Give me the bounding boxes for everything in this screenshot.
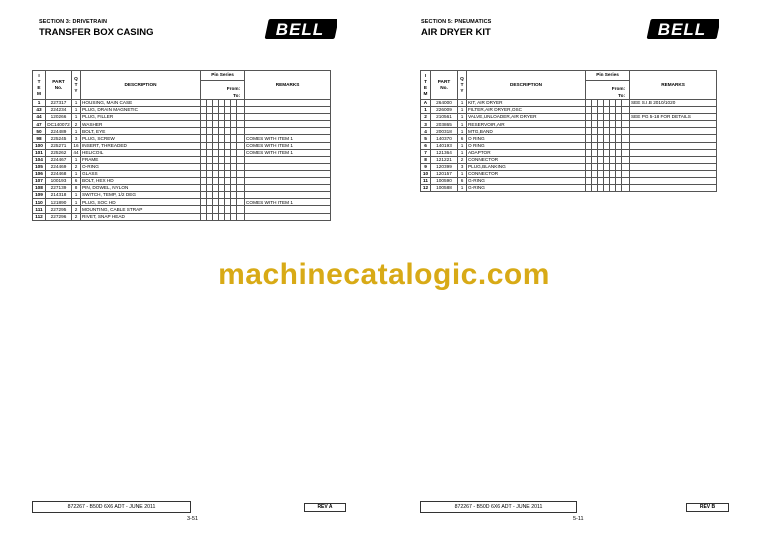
item-cell: 100 — [33, 142, 46, 149]
parts-table-body — [421, 100, 717, 192]
pin-series-cell — [237, 142, 245, 149]
part-number-cell: 225262 — [46, 149, 72, 156]
header-description: DESCRIPTION — [81, 71, 201, 100]
pin-series-cell — [237, 185, 245, 192]
parts-table — [420, 70, 717, 192]
table-row — [33, 170, 331, 177]
pin-series-cell — [237, 156, 245, 163]
pin-series-cell — [237, 192, 245, 199]
header-qty-text: Q T Y — [460, 76, 464, 93]
item-cell: 44 — [33, 114, 46, 121]
remarks-cell — [245, 206, 331, 213]
qty-cell: 3 — [458, 163, 467, 170]
qty-cell: 1 — [72, 128, 81, 135]
description-cell: CONNECTOR — [467, 170, 586, 177]
header-item-text: I T E M — [423, 73, 428, 96]
item-cell: 7 — [421, 149, 431, 156]
remarks-cell — [245, 128, 331, 135]
description-cell: G-RING — [467, 185, 586, 192]
description-cell: O RING — [467, 135, 586, 142]
pin-series-cell — [237, 199, 245, 206]
item-cell: 1 — [33, 100, 46, 107]
part-number-cell: 120399 — [431, 163, 458, 170]
table-row — [421, 121, 717, 128]
remarks-cell — [630, 107, 717, 114]
description-cell: INSERT, THREADED — [81, 142, 201, 149]
revision-label: REV B — [686, 503, 729, 512]
watermark-text: machinecatalogic.com — [218, 258, 550, 291]
pin-series-cell — [622, 107, 630, 114]
remarks-cell — [630, 142, 717, 149]
remarks-cell: COMES WITH ITEM 1 — [245, 142, 331, 149]
remarks-cell: COMES WITH ITEM 1 — [245, 149, 331, 156]
qty-cell: 6 — [458, 178, 467, 185]
pin-series-cell — [622, 121, 630, 128]
header-part-text: PART No. — [52, 79, 65, 90]
remarks-cell — [630, 149, 717, 156]
item-cell: A — [421, 100, 431, 107]
item-cell: 105 — [33, 163, 46, 170]
bell-logo — [645, 18, 719, 40]
description-cell: PLUG,BLANKING — [467, 163, 586, 170]
part-number-cell: 200318 — [431, 128, 458, 135]
table-row — [421, 185, 717, 192]
part-number-cell: 224489 — [46, 128, 72, 135]
item-cell: 50 — [33, 128, 46, 135]
item-cell: 10 — [421, 170, 431, 177]
table-row — [421, 156, 717, 163]
qty-cell: 1 — [458, 100, 467, 107]
pin-series-cell — [237, 114, 245, 121]
part-number-cell: 121890 — [46, 199, 72, 206]
remarks-cell — [630, 135, 717, 142]
table-row — [33, 121, 331, 128]
description-cell: RIVET, SNAP HEAD — [81, 213, 201, 220]
qty-cell: 2 — [72, 206, 81, 213]
remarks-cell — [245, 170, 331, 177]
bell-logo — [263, 18, 337, 40]
description-cell: SWITCH, TEMP, 1/2 DEG — [81, 192, 201, 199]
pin-series-cell — [237, 163, 245, 170]
remarks-cell — [630, 170, 717, 177]
table-row — [33, 114, 331, 121]
part-number-cell: 264000 — [431, 100, 458, 107]
table-row — [33, 107, 331, 114]
to-label: To: — [618, 93, 626, 98]
header-qty — [72, 71, 81, 100]
part-number-cell: 100590 — [431, 178, 458, 185]
table-row — [421, 100, 717, 107]
item-cell: 11 — [421, 178, 431, 185]
pin-series-cell — [622, 100, 630, 107]
remarks-cell — [630, 121, 717, 128]
pin-series-label: Pin Series — [586, 71, 629, 81]
description-cell: O-RING — [81, 163, 201, 170]
item-cell: 112 — [33, 213, 46, 220]
table-row — [421, 107, 717, 114]
table-row — [33, 142, 331, 149]
description-cell: KIT, AIR DRYER — [467, 100, 586, 107]
table-row — [421, 135, 717, 142]
remarks-cell: COMES WITH ITEM 1 — [245, 135, 331, 142]
qty-cell: 1 — [458, 170, 467, 177]
qty-cell: 1 — [458, 149, 467, 156]
remarks-cell — [630, 178, 717, 185]
item-cell: 106 — [33, 170, 46, 177]
description-cell: O RING — [467, 142, 586, 149]
section-label: SECTION 3: DRIVETRAIN — [39, 19, 108, 25]
part-number-cell: 121221 — [431, 156, 458, 163]
description-cell: BOLT, HEX HD — [81, 178, 201, 185]
qty-cell: 2 — [72, 163, 81, 170]
part-number-cell: 100588 — [431, 185, 458, 192]
pin-series-cell — [622, 156, 630, 163]
item-cell: 101 — [33, 149, 46, 156]
qty-cell: 1 — [72, 170, 81, 177]
item-cell: 108 — [33, 185, 46, 192]
qty-cell: 2 — [72, 121, 81, 128]
part-number-cell: 140193 — [431, 142, 458, 149]
remarks-cell — [245, 114, 331, 121]
item-cell: 111 — [33, 206, 46, 213]
pin-series-cell — [237, 213, 245, 220]
qty-cell: 2 — [458, 156, 467, 163]
pin-series-cell — [622, 170, 630, 177]
header-pin-series — [586, 71, 630, 100]
table-row — [33, 135, 331, 142]
item-cell: 43 — [33, 107, 46, 114]
pin-series-label: Pin Series — [201, 71, 244, 81]
table-row — [33, 149, 331, 156]
page-number: 3-51 — [187, 516, 199, 522]
pin-series-cell — [237, 178, 245, 185]
item-cell: 98 — [33, 135, 46, 142]
remarks-cell — [245, 107, 331, 114]
description-cell: PLUG, SCREW — [81, 135, 201, 142]
section-label: SECTION 5: PNEUMATICS — [421, 19, 492, 25]
item-cell: 3 — [421, 121, 431, 128]
table-row — [421, 114, 717, 121]
description-cell: PLUG, FILLER — [81, 114, 201, 121]
qty-cell: 1 — [458, 142, 467, 149]
part-number-cell: 225271 — [46, 142, 72, 149]
to-label: To: — [233, 93, 241, 98]
header-qty — [458, 71, 467, 100]
remarks-cell — [630, 185, 717, 192]
table-row — [421, 163, 717, 170]
part-number-cell: 120157 — [431, 170, 458, 177]
header-part — [431, 71, 458, 100]
item-cell: 12 — [421, 185, 431, 192]
pin-series-cell — [622, 185, 630, 192]
from-label: From: — [611, 86, 626, 91]
part-number-cell: 225245 — [46, 135, 72, 142]
pin-series-cell — [622, 142, 630, 149]
footer-doc-label: 872267 - B50D 6X6 ADT - JUNE 2011 — [420, 501, 577, 513]
part-number-cell: 224468 — [46, 170, 72, 177]
remarks-cell — [245, 213, 331, 220]
pin-series-cell — [237, 107, 245, 114]
footer-doc-label: 872267 - B50D 6X6 ADT - JUNE 2011 — [32, 501, 191, 513]
description-cell: G-RING — [467, 178, 586, 185]
pin-series-cell — [622, 135, 630, 142]
from-label: From: — [226, 86, 241, 91]
qty-cell: 1 — [72, 107, 81, 114]
remarks-cell — [245, 156, 331, 163]
table-row — [33, 192, 331, 199]
description-cell: RESERVOIR,AIR — [467, 121, 586, 128]
table-row — [421, 149, 717, 156]
description-cell: VALVE,UNLOADER,AIR DRYER — [467, 114, 586, 121]
svg-text:BELL: BELL — [657, 20, 707, 39]
description-cell: PLUG, SOC HD — [81, 199, 201, 206]
qty-cell: 1 — [458, 128, 467, 135]
qty-cell: 44 — [73, 149, 79, 155]
item-cell: 110 — [33, 199, 46, 206]
description-cell: PIN, DOWEL, NYLON — [81, 185, 201, 192]
qty-cell: 1 — [458, 185, 467, 192]
pin-series-cell — [237, 121, 245, 128]
item-cell: 2 — [421, 114, 431, 121]
parts-table — [32, 70, 331, 221]
remarks-cell — [245, 192, 331, 199]
description-cell: GLASS — [81, 170, 201, 177]
qty-cell: 3 — [72, 135, 81, 142]
pin-series-cell — [237, 135, 245, 142]
qty-cell: 1 — [458, 107, 467, 114]
qty-cell: 6 — [458, 135, 467, 142]
header-part-text: PART No. — [437, 79, 451, 90]
remarks-cell — [245, 185, 331, 192]
item-cell: 109 — [33, 192, 46, 199]
description-cell: MTG,BAND — [467, 128, 586, 135]
table-row — [33, 185, 331, 192]
pin-series-cell — [237, 206, 245, 213]
qty-cell: 8 — [72, 185, 81, 192]
pin-series-cell — [622, 114, 630, 121]
description-cell: HELICOIL — [81, 149, 201, 156]
pin-series-cell — [237, 170, 245, 177]
table-row — [33, 206, 331, 213]
item-cell: 6 — [421, 142, 431, 149]
qty-cell: 1 — [72, 156, 81, 163]
page-title: AIR DRYER KIT — [421, 27, 491, 38]
header-item-text: I T E M — [37, 73, 41, 96]
description-cell: PLUG, DRAIN MAGNETIC — [81, 107, 201, 114]
table-row — [33, 213, 331, 220]
remarks-cell — [245, 121, 331, 128]
qty-cell: 1 — [458, 121, 467, 128]
pin-series-cell — [237, 149, 245, 156]
table-row — [33, 199, 331, 206]
pin-series-cell — [622, 178, 630, 185]
table-row — [33, 178, 331, 185]
header-item — [33, 71, 46, 100]
table-row — [421, 128, 717, 135]
part-number-cell: DC140072 — [47, 121, 70, 127]
table-row — [33, 100, 331, 107]
description-cell: HOUSING, MAIN CASE — [81, 100, 201, 107]
qty-cell: 1 — [72, 192, 81, 199]
header-qty-text: Q T Y — [74, 76, 78, 93]
part-number-cell: 214318 — [46, 192, 72, 199]
part-number-cell: 226009 — [431, 107, 458, 114]
remarks-cell: SEE S.I.B 2010/1020 — [630, 100, 717, 107]
svg-text:BELL: BELL — [275, 20, 325, 39]
table-row — [421, 178, 717, 185]
description-cell: WASHER — [81, 121, 201, 128]
remarks-cell — [630, 163, 717, 170]
part-number-cell: 210561 — [431, 114, 458, 121]
item-cell: 1 — [421, 107, 431, 114]
qty-cell: 16 — [73, 142, 79, 148]
qty-cell: 1 — [72, 100, 81, 107]
qty-cell: 1 — [458, 114, 467, 121]
item-cell: 9 — [421, 163, 431, 170]
item-cell: 8 — [421, 156, 431, 163]
qty-cell: 2 — [72, 213, 81, 220]
revision-label: REV A — [304, 503, 346, 512]
description-cell: MOUNTING, CABLE STRAP — [81, 206, 201, 213]
description-cell: FILTER,AIR DRYER,OSC — [467, 107, 586, 114]
remarks-cell — [245, 163, 331, 170]
description-cell: BOLT, EYE — [81, 128, 201, 135]
pin-series-cell — [622, 163, 630, 170]
pin-series-cell — [237, 100, 245, 107]
part-number-cell: 100193 — [46, 178, 72, 185]
header-pin-series — [201, 71, 245, 100]
part-number-cell: 224469 — [46, 163, 72, 170]
parts-table-body — [33, 100, 331, 221]
item-cell: 107 — [33, 178, 46, 185]
header-description: DESCRIPTION — [467, 71, 586, 100]
item-cell: 104 — [33, 156, 46, 163]
remarks-cell: SEE PG 5-18 FOR DETAILS — [630, 114, 717, 121]
pin-series-cell — [237, 128, 245, 135]
part-number-cell: 224467 — [46, 156, 72, 163]
part-number-cell: 120266 — [46, 114, 72, 121]
description-cell: ADAPTOR — [467, 149, 586, 156]
remarks-cell — [245, 178, 331, 185]
item-cell: 4 — [421, 128, 431, 135]
part-number-cell: 203865 — [431, 121, 458, 128]
remarks-cell — [630, 156, 717, 163]
header-item — [421, 71, 431, 100]
pin-series-cell — [622, 128, 630, 135]
table-row — [33, 156, 331, 163]
header-remarks: REMARKS — [245, 71, 331, 100]
description-cell: FRAME — [81, 156, 201, 163]
part-number-cell: 140370 — [431, 135, 458, 142]
part-number-cell: 227295 — [46, 206, 72, 213]
remarks-cell — [245, 100, 331, 107]
qty-cell: 1 — [72, 114, 81, 121]
qty-cell: 6 — [72, 178, 81, 185]
pin-series-cell — [622, 149, 630, 156]
page-title: TRANSFER BOX CASING — [39, 27, 154, 38]
table-row — [421, 170, 717, 177]
part-number-cell: 121364 — [431, 149, 458, 156]
part-number-cell: 227296 — [46, 213, 72, 220]
page-number: 5-11 — [573, 516, 584, 522]
remarks-cell: COMES WITH ITEM 1 — [245, 199, 331, 206]
header-remarks: REMARKS — [630, 71, 717, 100]
qty-cell: 1 — [72, 199, 81, 206]
part-number-cell: 227317 — [46, 100, 72, 107]
part-number-cell: 227139 — [46, 185, 72, 192]
header-part — [46, 71, 72, 100]
remarks-cell — [630, 128, 717, 135]
table-row — [33, 128, 331, 135]
table-row — [33, 163, 331, 170]
part-number-cell: 224234 — [46, 107, 72, 114]
description-cell: CONNECTOR — [467, 156, 586, 163]
item-cell: 5 — [421, 135, 431, 142]
table-row — [421, 142, 717, 149]
item-cell: 47 — [33, 121, 46, 128]
